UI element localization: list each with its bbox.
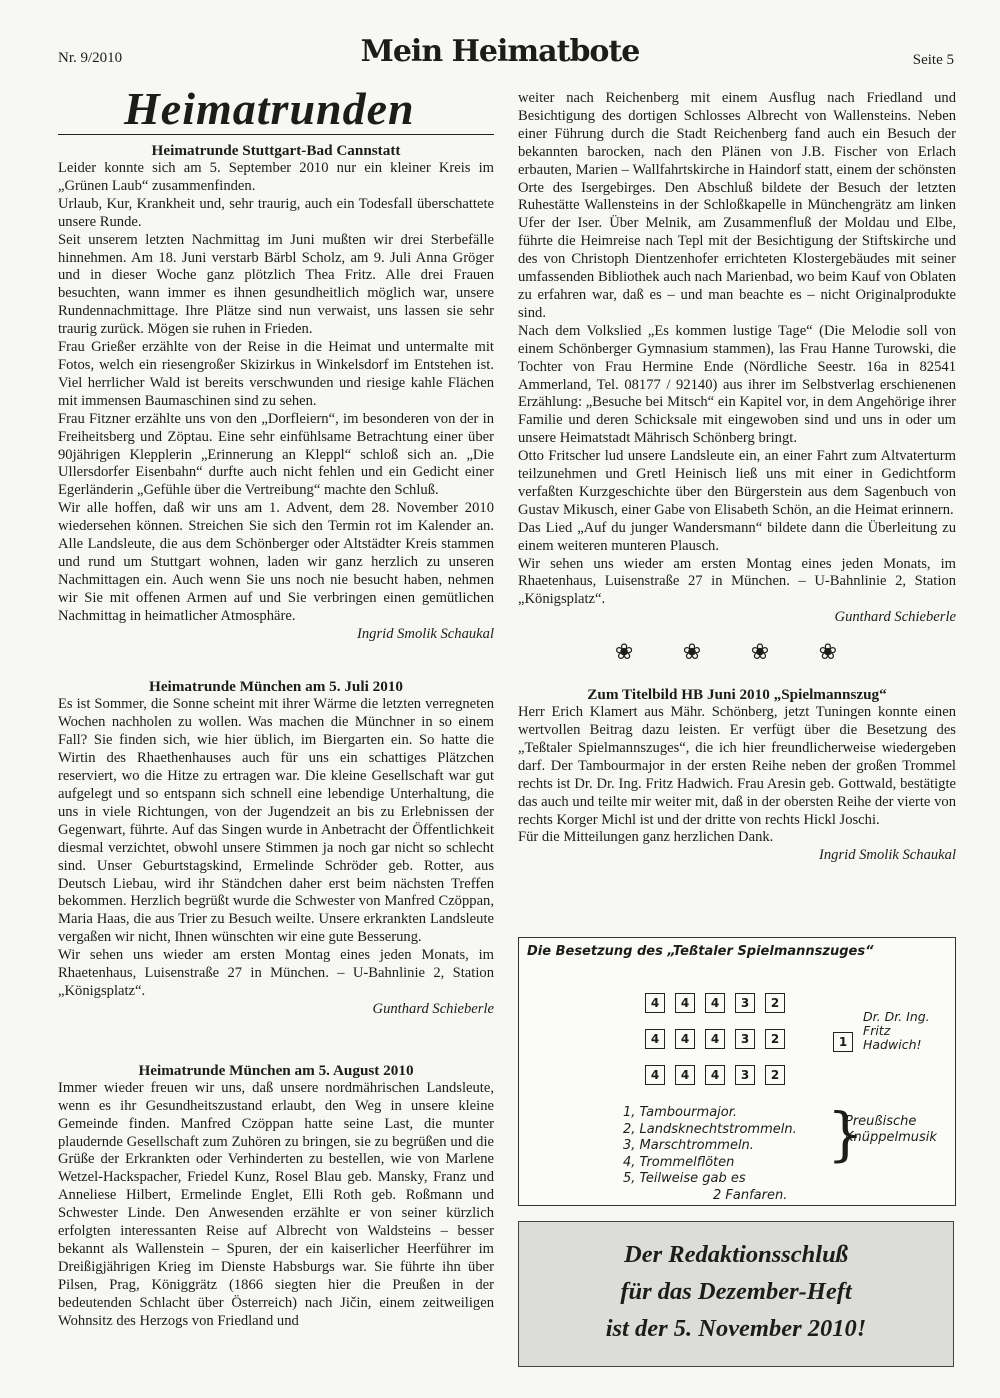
formation-grid bbox=[645, 993, 785, 1101]
paragraph: Es ist Sommer, die Sonne scheint mit ihrer Wärme die letzten verregneten Wochen nachholen zu wollen. Was machen die Münchner in so einem Fall? Sie finden sich, wie hier üblich, im Biergarten ein. So hatte die Wirtin des Rhaethenhauses auch für uns ein schattiges Plätzchen reserviert, wo die Hitze zu ertragen war. Die kleine Gesellschaft war gut aufgelegt und so entspann sich schnell eine lebendige Unterhaltung, die uns in viele Richtungen, von der Jugendzeit an bis zu Erlebnissen der Gegenwart, führte. Auf das Singen wurde in Anbetracht der Öffentlichkeit diesmal verzichtet, obwohl unsere Stimmen ja noch gar nicht so schlecht sind. Unser Geburtstagskind, Ermelinde Schröder geb. Rotter, aus Deutsch Liebau, wird ihr Ständchen daher erst beim nächsten Treffen bekommen. Herzlich begrüßt wurde die Schwester von Manfred Czöppan, Maria Haas, die aus Trier zu Besuch weilte. Unsere erkrankten Landsleute vergaßen wir nicht, Ihnen wünschten wir eine gute Besserung. bbox=[58, 696, 494, 946]
banner-rule bbox=[58, 134, 494, 135]
legend-item: 2 Fanfaren. bbox=[713, 1187, 788, 1203]
position-box: 4 bbox=[645, 1065, 665, 1085]
article-title-muenchen-august: Heimatrunde München am 5. August 2010 bbox=[138, 1061, 414, 1079]
position-box: 2 bbox=[765, 993, 785, 1013]
section-banner: Heimatrunden bbox=[124, 83, 415, 134]
position-box: 4 bbox=[645, 993, 665, 1013]
flower-divider: ❀ ❀ ❀ ❀ bbox=[614, 639, 860, 665]
position-box: 4 bbox=[645, 1029, 665, 1049]
paragraph: Leider konnte sich am 5. September 2010 nur ein kleiner Kreis im „Grünen Laub“ zusammenfinden. bbox=[58, 160, 494, 194]
paragraph: Das Lied „Auf du junger Wandersmann“ bildete dann die Überleitung zu einem weiteren munteren Plausch. bbox=[518, 519, 956, 554]
formation-row bbox=[645, 993, 785, 1013]
position-box: 4 bbox=[705, 1029, 725, 1049]
paragraph: Frau Fitzner erzählte uns von den „Dorfleiern“, im besonderen von der in Freiheitsberg und Zöptau. Eine sehr einfühlsame Betrachtung einer über 90jährigen Klepplerin „Erinnerung an Kleppl“ schloß sich an. „Die Ullersdorfer Eisenbahn“ durfte auch nicht fehlen und ein Gedicht einer Egerländerin „Gefühle über die Vertreibung“ machte den Schluß. bbox=[58, 410, 494, 499]
paragraph: Für die Mitteilungen ganz herzlichen Dank. bbox=[518, 829, 774, 846]
position-box: 4 bbox=[675, 1029, 695, 1049]
formation-row bbox=[645, 1029, 785, 1049]
legend-item: 3, Marschtrommeln. bbox=[623, 1138, 754, 1153]
position-box: 3 bbox=[735, 993, 755, 1013]
position-box: 3 bbox=[735, 1065, 755, 1085]
issue-number: Nr. 9/2010 bbox=[58, 50, 123, 66]
position-box: 4 bbox=[705, 993, 725, 1013]
curly-brace: } bbox=[827, 1100, 864, 1168]
page-header bbox=[0, 0, 1000, 80]
bracket-note: Preußische Knüppelmusik bbox=[845, 1114, 937, 1145]
band-formation-figure bbox=[518, 937, 956, 1206]
notice-line: ist der 5. November 2010! bbox=[605, 1315, 867, 1342]
paragraph: Frau Grießer erzählte von der Reise in die Heimat und untermalte mit Fotos, welch ein riesengroßer Skizirkus in Winkelsdorf im Entstehen ist. Viel herrlicher Wald ist bereits verschwunden und riesige kahle Flächen mit immensen Baumaschinen sind zu sehen. bbox=[58, 339, 494, 409]
article-title-muenchen-juli: Heimatrunde München am 5. Juli 2010 bbox=[149, 678, 403, 696]
paragraph: Wir sehen uns wieder am ersten Montag eines jeden Monats, im Rhaetenhaus, Luisenstraße 27 in München. – U-Bahnlinie 2, Station „Königsplatz“. bbox=[518, 555, 956, 608]
masthead-logo: Mein Heimatbote bbox=[360, 34, 640, 69]
page-number: Seite 5 bbox=[912, 52, 954, 68]
position-box: 2 bbox=[765, 1029, 785, 1049]
legend-item: 1, Tambourmajor. bbox=[623, 1105, 738, 1120]
author-signature: Ingrid Smolik Schaukal bbox=[819, 847, 956, 864]
figure-caption: Die Besetzung des „Teßtaler Spielmannszuges“ bbox=[527, 944, 874, 959]
paragraph: Otto Fritscher lud unsere Landsleute ein, an einer Fahrt zum Altvaterturm teilzunehmen und Gretl Heinisch ließ uns mit einer in Gedichtform verfaßten Kurzgeschichte über den Bürgerstein aus dem Sagenbuch von Gustav Mikusch, einer Gabe von Elisabeth Schön, an die Heimat erinnern. bbox=[518, 448, 956, 518]
legend-item: 5, Teilweise gab es bbox=[623, 1171, 746, 1186]
legend-item: 4, Trommelflöten bbox=[623, 1154, 735, 1170]
author-signature: Gunthard Schieberle bbox=[372, 1000, 494, 1017]
paragraph: Seit unserem letzten Nachmittag im Juni mußten wir drei Sterbefälle hinnehmen. Am 18. Juni verstarb Bärbl Scholz, am 9. Juli Anna Gröger und in dieser Woche ganz plötzlich Thea Fritz. Alle drei Frauen besuchten, wann immer es ihnen gesundheitlich möglich war, unsere Rundennachmittage. Ihre Plätze sind nun verwaist, uns lassen sie sehr traurig zurück. Mögen sie ruhen in Frieden. bbox=[58, 231, 494, 338]
paragraph: Wir alle hoffen, daß wir uns am 1. Advent, dem 28. November 2010 wiedersehen können. Streichen Sie sich den Termin rot im Kalender an. Alle Landsleute, die aus dem Schönberger oder Altstädter Kreis stammen und rund um Stuttgart wohnen, laden wir ganz herzlich zu unseren Nachmittagen ein. Auch wenn Sie uns noch nie besucht haben, nehmen wir Sie mit offenen Armen auf und Sie verbringen einen gemütlichen Nachmittag in heimatlicher Atmosphäre. bbox=[58, 500, 494, 624]
paragraph: weiter nach Reichenberg mit einem Ausflug nach Friedland und Besichtigung des dortigen Schlosses Albrecht von Wallensteins. Neben einer Führung durch die Stadt Reichenberg fand auch ein Besuch der bekannten barocken, nach den Plänen von J.B. Fischer von Erlach erbauten, Marien – Wallfahrtskirche in Haindorf statt, einem der schönsten Orte des Isergebirges. Den Abschluß bildete der Besuch der letzten Ruhestätte Wallensteins in der Schloßkapelle in Münchengrätz am linken Ufer der Iser. Über Melnik, am Zusammenfluß der Moldau und Elbe, führte die Heimreise nach Tepl mit der Besichtigung der Stiftskirche und des von Christoph Dientzenhofer errichteten Klostergebäudes mit seiner umfassenden Bibliothek auch nach Marienbad, wo beim Kauf von Oblaten zu erfahren war, daß es – und man beachte es – nicht Originalprodukte sind. bbox=[518, 90, 956, 321]
position-box: 2 bbox=[765, 1065, 785, 1085]
deadline-notice bbox=[518, 1221, 954, 1367]
legend-item: 2, Landsknechtstrommeln. bbox=[623, 1121, 797, 1137]
notice-line: Der Redaktionsschluß bbox=[624, 1241, 848, 1268]
paragraph: Urlaub, Kur, Krankheit und, sehr traurig, auch ein Todesfall überschattete unsere Runde. bbox=[58, 195, 494, 230]
position-box: 4 bbox=[675, 1065, 695, 1085]
position-box: 4 bbox=[705, 1065, 725, 1085]
paragraph: Nach dem Volkslied „Es kommen lustige Tage“ (Die Melodie soll von einem Schönberger Gymnasium stammen), las Frau Hanne Turowski, die Tochter von Frau Hermine Ende (Nördliche Seestr. 16a in 82541 Ammerland, Tel. 08177 / 92140) aus ihrer im Selbstverlag erschienenen Erzählung: „Besuche bei Mitsch“ ein Kapitel vor, in dem Angehörige ihrer Familie und deren Schicksale mit eingewoben sind und uns in oder um unsere Heimatstadt Mährisch Schönberg bringt. bbox=[518, 322, 956, 447]
article-title-stuttgart: Heimatrunde Stuttgart-Bad Cannstatt bbox=[151, 142, 401, 159]
left-column bbox=[58, 84, 494, 1330]
notice-line: für das Dezember-Heft bbox=[620, 1278, 852, 1305]
paragraph: Herr Erich Klamert aus Mähr. Schönberg, jetzt Tuningen konnte einen wertvollen Beitrag dazu leisten. Er verfügt über die Besetzung des „Teßtaler Spielmannszuges“, die ich hier freundlicherweise wiedergeben darf. Der Tambourmajor in der ersten Reihe neben der großen Trommel rechts ist Dr. Dr. Ing. Fritz Hadwich. Frau Aresin geb. Gottwald, bestätigte das auch und teilte mir weiter mit, daß in der obersten Reihe der vierte von rechts Korger Michl ist und der dritte von rechts Hickl Joschi. bbox=[518, 704, 956, 828]
position-box: 4 bbox=[675, 993, 695, 1013]
tambourmajor-box: 1 bbox=[833, 1032, 853, 1052]
paragraph: Immer wieder freuen wir uns, daß unsere nordmährischen Landsleute, wenn es ihr Gesundheitszustand erlaubt, den Weg in unsere kleine Gemeinde finden. Manfred Czöppan hatte seine Last, die munter plaudernde Gesellschaft zum Zuhören zu bringen, sie zu begrüßen und die Grüße der Erkrankten oder Verhinderten zu bestellen, wie von Marlene Wetzel-Hackspacher, Friedel Kunz, Rosel Blau geb. Mansky, Franz und Anneliese Hilbert, Ermelinde Englet, Elli Roth geb. Roßmann und Schwester Linde. Den Anwesenden erzählte er von seiner kürzlich erfolgten interessanten Reise auf Albrecht von Waldsteins – besser bekannt als Wallenstein – Spuren, der ein kaiserlicher Heerführer im Dreißigjährigen Krieg im Dienste Habsburgs war. Sie führte ihn über Pilsen, Prag, Königgrätz (1866 siegten hier die Preußen in der bedeutenden Schlacht über Österreich) nach Jičin, einem zeitweiligen Wohnsitz des Herzogs von Friedland und bbox=[58, 1079, 494, 1329]
formation-row bbox=[645, 1065, 785, 1085]
right-column bbox=[518, 90, 956, 865]
article-title-titelbild: Zum Titelbild HB Juni 2010 „Spielmannszug“ bbox=[587, 686, 887, 704]
position-box: 3 bbox=[735, 1029, 755, 1049]
author-signature: Gunthard Schieberle bbox=[834, 609, 956, 626]
paragraph: Wir sehen uns wieder am ersten Montag eines jeden Monats, im Rhaetenhaus, Luisenstraße 27 in München. – U-Bahnlinie 2, Station „Königsplatz“. bbox=[58, 947, 494, 999]
figure-legend bbox=[623, 1105, 797, 1204]
author-signature: Ingrid Smolik Schaukal bbox=[357, 625, 494, 642]
tambourmajor-note: Dr. Dr. Ing. Fritz Hadwich! bbox=[863, 1009, 930, 1052]
